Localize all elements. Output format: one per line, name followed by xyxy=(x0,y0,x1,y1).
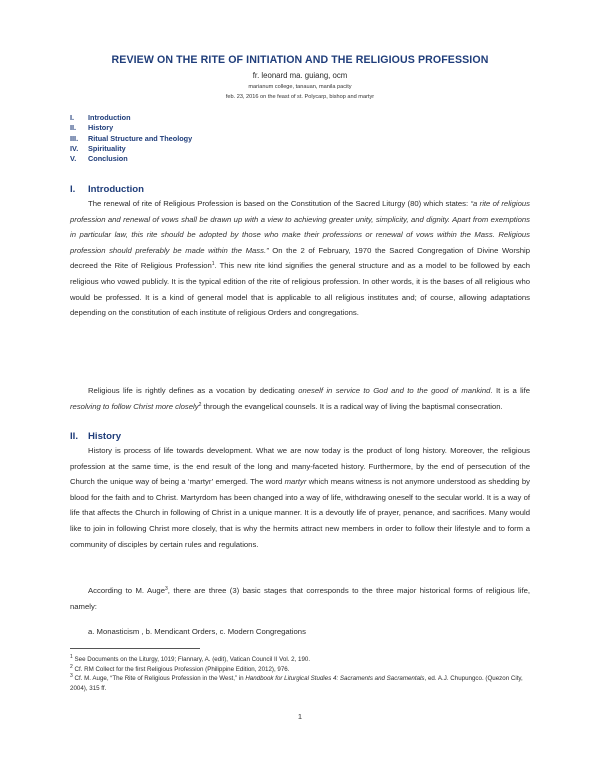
toc-item: II. History xyxy=(70,123,114,133)
document-title: REVIEW ON THE RITE OF INITIATION AND THE RELIGIOUS PROFESSION xyxy=(111,54,489,66)
toc-item: V. Conclusion xyxy=(70,154,128,164)
section-heading-history: II. History xyxy=(70,431,122,442)
stages-list: a. Monasticism , b. Mendicant Orders, c. Modern Congregations xyxy=(88,627,306,636)
institution-line: marianum college, tanauan, manila pacity xyxy=(248,84,352,90)
history-paragraph-1: History is process of life towards development. What we are now today is the product of long history. Moreover, the religious profession at the same time, is the end result of the long and many-faceted history. Furthermore, by the end of persecution of the Church the unique way of being a ‘martyr’ emerged. The word martyr which means witness is not anymore understood as shedding by blood for the faith and to Christ. Martyrdom has been changed into a way of life, withdrawing oneself to the secular world. It is a way of life that affects the Church in following of Christ in a unique manner. It is a devoutly life of prayer, penance, and sacrifices. Many would like to join in following Christ more closely, that is why the hermits attract new members in order to follow their lifestyle and to form a community of disciples by certain rules and regulations. xyxy=(70,446,531,549)
intro-paragraph-1: The renewal of rite of Religious Profession is based on the Constitution of the Sacred Liturgy (80) which states: “a rite of religious profession and renewal of vows shall be drawn up with a view to achieving greater unity, simplicity, and dignity. Apart from exemptions in particular law, this rite should be adopted by those who make their professions or renewal of vows within the Mass. Religious profession should preferably be made within the Mass.” On the 2 of February, 1970 the Sacred Congregation of Divine Worship decreed the Rite of Religious Profession$^1$. This new rite kind signifies the general structure and as a model to be followed by each religious who vowed publicly. It is the typical edition of the rite of religious profession. In other words, it is the bases of all religious who would be professed. It is a kind of general model that is applicable to all religious institutes and; of course, allowing adaptations depending on the constitution of each institute of religious Orders and congregations. xyxy=(70,199,530,318)
toc-item: IV. Spirituality xyxy=(70,143,126,153)
page-number: 1 xyxy=(297,712,303,721)
table-of-contents xyxy=(70,113,370,164)
section-heading-introduction: I. Introduction xyxy=(70,184,144,195)
footnote-divider xyxy=(70,648,200,649)
author-line: fr. leonard ma. guiang, ocm xyxy=(252,71,348,80)
footnotes xyxy=(70,655,530,693)
toc-item: I. Introduction xyxy=(70,113,131,122)
footnote: $^2$ Cf. RM Collect for the first Religious Profession (Philippine Edition, 2012), 976. xyxy=(70,663,290,673)
date-line: feb. 23, 2016 on the feast of st. Polycarp, bishop and martyr xyxy=(225,94,375,100)
toc-item: III. Ritual Structure and Theology xyxy=(70,133,193,143)
footnote: $^1$ See Documents on the Liturgy, 1019; Flannary, A. (edit), Vatican Council II Vol. 2, 190. xyxy=(70,654,311,663)
intro-paragraph-2: Religious life is rightly defines as a vocation by dedicating oneself in service to God and to the good of mankind. It is a life resolving to follow Christ more closely$^2$ through the evangelical counsels. It is a radical way of living the baptismal consecration. xyxy=(70,386,530,411)
footnote: $^3$ Cf. M. Auge, “The Rite of Religious Profession in the West,” in Handbook for Liturgical Studies 4: Sacraments and Sacramentals, ed. A.J. Chupungco. (Quezon City, 2004), 315 ff. xyxy=(70,673,523,692)
history-paragraph-2: According to M. Auge$^3$, there are three (3) basic stages that corresponds to the three major historical forms of religious life, namely: xyxy=(70,586,530,611)
